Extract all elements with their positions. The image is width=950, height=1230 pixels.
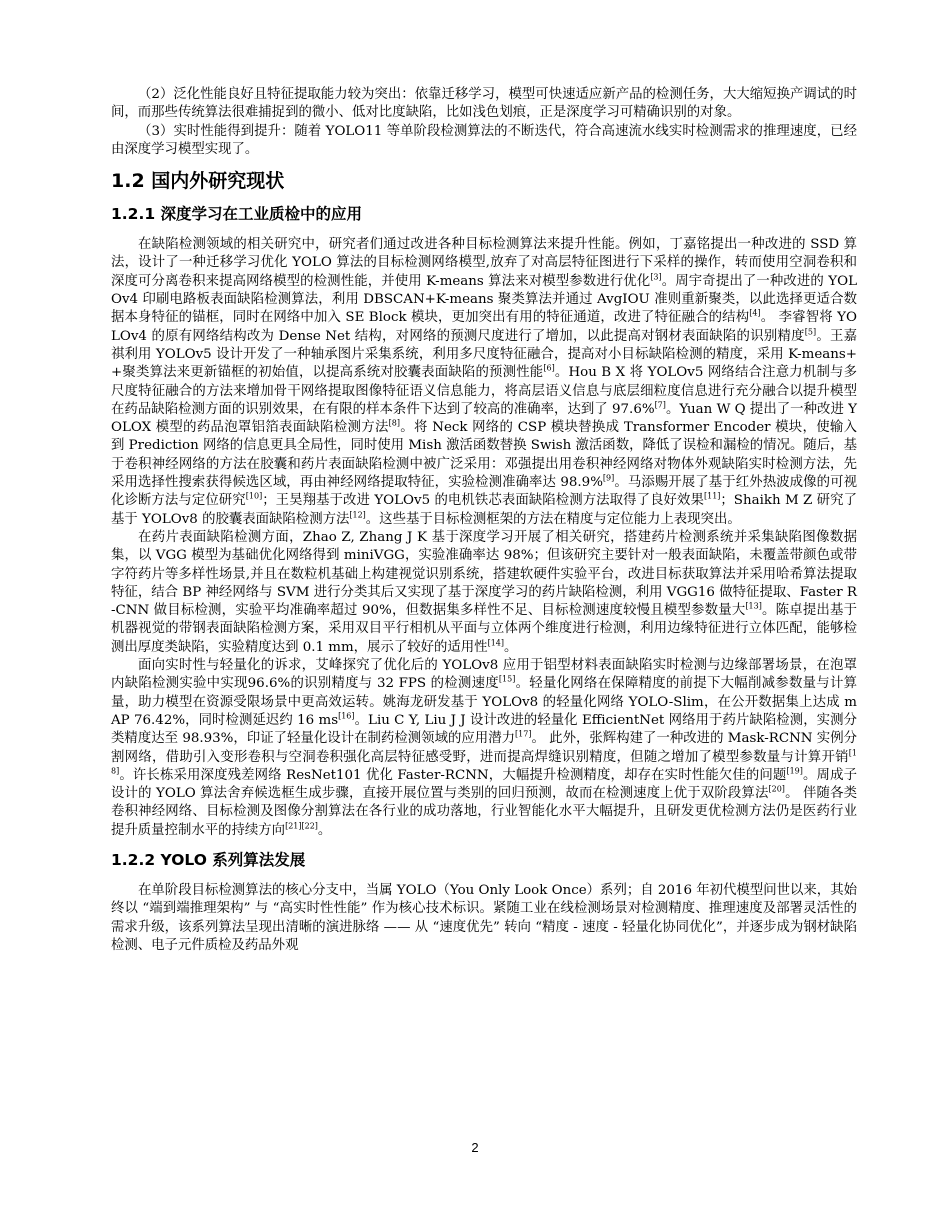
- citation-marker: [14]: [487, 638, 504, 648]
- citation-marker: [16]: [338, 711, 355, 721]
- citation-marker: [19]: [786, 766, 803, 776]
- citation-marker: [22]: [301, 821, 318, 831]
- paragraph: 在药片表面缺陷检测方面，Zhao Z, Zhang J K 基于深度学习开展了相关研究，搭建药片检测系统并采集缺陷图像数据集，以 VGG 模型为基础优化网络得到 miniVGG，实验准确率达 98%；但该研究主要针对一般表面缺陷，未覆盖带颜色或带字符药片等多样性场景,并且在数粒机基础上构建视觉识别系统，搭建软硬件实验平台，改进目标获取算法并采用哈希算法提取特征，结合 BP 神经网络与 SVM 进行分类其后又实现了基于深度学习的药片缺陷检测，利用 VGG16 做特征提取、Faster R-CNN 做目标检测，实验平均准确率超过 90%，但数据集多样性不足、目标检测速度较慢且模型参数量大[13]。陈卓提出基于机器视觉的带钢表面缺陷检测方案，采用双目平行相机从平面与立体两个维度进行检测，利用边缘特征进行立体匹配，能够检测出厚度类缺陷，实验精度达到 0.1 mm，展示了较好的适用性[14]。: [111, 529, 857, 655]
- page-number: 2: [471, 1140, 479, 1155]
- citation-marker: [4]: [749, 308, 761, 318]
- section-heading: 1.2 国内外研究现状: [111, 170, 285, 193]
- paragraph: 在缺陷检测领域的相关研究中，研究者们通过改进各种目标检测算法来提升性能。例如，丁嘉铭提出一种改进的 SSD 算法，设计了一种迁移学习优化 YOLO 算法的目标检测网络模型,放弃了对高层特征图进行下采样的操作，转而使用空洞卷积和深度可分离卷积来提高网络模型的检测性能，并使用 K-means 算法来对模型参数进行优化[3]。周宇奇提出了一种改进的 YOLOv4 印刷电路板表面缺陷检测算法，利用 DBSCAN+K-means 聚类算法并通过 AvgIOU 准则重新聚类，以此选择更适合数据本身特征的锚框，同时在网络中加入 SE Block 模块，更加突出有用的特征通道，改进了特征融合的结构[4]。 李睿智将 YOLOv4 的原有网络结构改为 Dense Net 结构，对网络的预测尺度进行了增加，以此提高对钢材表面缺陷的识别精度[5]。王嘉祺利用 YOLOv5 设计开发了一种轴承图片采集系统，利用多尺度特征融合，提高对小目标缺陷检测的精度，采用 K-means++聚类算法来更新锚框的初始值，以提高系统对胶囊表面缺陷的预测性能[6]。Hou B X 将 YOLOv5 网络结合注意力机制与多尺度特征融合的方法来增加骨干网络提取图像特征语义信息能力，将高层语义信息与底层细粒度信息进行充分融合以提升模型在药品缺陷检测方面的识别效果，在有限的样本条件下达到了较高的准确率，达到了 97.6%[7]。Yuan W Q 提出了一种改进 YOLOX 模型的药品泡罩铝箔表面缺陷检测方法[8]。将 Neck 网络的 CSP 模块替换成 Transformer Encoder 模块，使输入到 Prediction 网络的信息更具全局性，同时使用 Mish 激活函数替换 Swish 激活函数，降低了误检和漏检的情况。随后，基于卷积神经网络的方法在胶囊和药片表面缺陷检测中被广泛采用：邓强提出用卷积神经网络对物体外观缺陷实时检测方法，先采用选择性搜索获得候选区域，再由神经网络提取特征，实验检测准确率达 98.9%[9]。马添赐开展了基于红外热波成像的可视化诊断方法与定位研究[10]；王昊翔基于改进 YOLOv5 的电机铁芯表面缺陷检测方法取得了良好效果[11]；Shaikh M Z 研究了基于 YOLOv8 的胶囊表面缺陷检测方法[12]。这些基于目标检测框架的方法在精度与定位能力上表现突出。: [111, 237, 858, 527]
- citation-marker: [5]: [804, 327, 817, 337]
- citation-marker: [8]: [388, 418, 400, 428]
- citation-marker: [21]: [285, 821, 302, 831]
- citation-marker: [7]: [654, 400, 666, 410]
- paragraph: 在单阶段目标检测算法的核心分支中，当属 YOLO（You Only Look Once）系列；自 2016 年初代模型问世以来，其始终以 “端到端推理架构” 与 “高实时性性能” 作为核心技术标识。紧随工业在线检测场景对检测精度、推理速度及部署灵活性的需求升级，该系列算法呈现出清晰的演进脉络 —— 从 “速度优先” 转向 “精度 - 速度 - 轻量化协同优化”，并逐步成为钢材缺陷检测、电子元件质检及药品外观: [111, 882, 857, 953]
- paragraph: 面向实时性与轻量化的诉求，艾峰探究了优化后的 YOLOv8 应用于铝型材料表面缺陷实时检测与边缘部署场景，在泡罩内缺陷检测实验中实现96.6%的识别精度与 32 FPS 的检测速度[15]。轻量化网络在保障精度的前提下大幅削减参数量与计算量，助力模型在资源受限场景中更高效运转。姚海龙研发基于 YOLOv8 的轻量化网络 YOLO-Slim，在公开数据集上达成 mAP 76.42%，同时检测延迟约 16 ms[16]。Liu C Y, Liu J J 设计改进的轻量化 EfficientNet 网络用于药片缺陷检测，实测分类精度达至 98.93%，印证了轻量化设计在制药检测领域的应用潜力[17]。 此外，张辉构建了一种改进的 Mask-RCNN 实例分割网络，借助引入变形卷积与空洞卷积强化高层特征感受野，进而提高焊缝识别精度，但随之增加了模型参数量与计算开销[18]。许长栋采用深度残差网络 ResNet101 优化 Faster-RCNN，大幅提升检测精度，却存在实时性能欠佳的问题[19]。周成子设计的 YOLO 算法舍弃候选框生成步骤，直接开展位置与类别的回归预测，故而在检测速度上优于双阶段算法[20]。 伴随各类卷积神经网络、目标检测及图像分割算法在各行业的成功落地，行业智能化水平大幅提升，且研发更优检测方法仍是医药行业提升质量控制水平的持续方向[21][22]。: [111, 658, 857, 838]
- citation-marker: [3]: [650, 272, 662, 282]
- subsection-heading: 1.2.2 YOLO 系列算法发展: [111, 850, 306, 869]
- paragraph: （2）泛化性能良好且特征提取能力较为突出：依靠迁移学习，模型可快速适应新产品的检测任务，大大缩短换产调试的时间，而那些传统算法很难捕捉到的微小、低对比度缺陷，比如浅色划痕，正是深度学习可精确识别的对象。: [111, 87, 857, 121]
- citation-marker: [18]: [111, 748, 857, 776]
- citation-marker: [6]: [543, 363, 555, 373]
- citation-marker: [11]: [703, 491, 721, 501]
- citation-marker: [12]: [349, 510, 366, 520]
- citation-marker: [17]: [515, 729, 532, 739]
- paragraph: （3）实时性能得到提升：随着 YOLO11 等单阶段检测算法的不断迭代，符合高速流水线实时检测需求的推理速度，已经由深度学习模型实现了。: [111, 123, 857, 157]
- subsection-heading: 1.2.1 深度学习在工业质检中的应用: [111, 205, 363, 224]
- citation-marker: [13]: [745, 601, 762, 611]
- citation-marker: [10]: [245, 491, 263, 501]
- document-page: [111, 86, 857, 955]
- citation-marker: [20]: [768, 784, 785, 794]
- citation-marker: [9]: [602, 473, 615, 483]
- citation-marker: [15]: [498, 674, 516, 684]
